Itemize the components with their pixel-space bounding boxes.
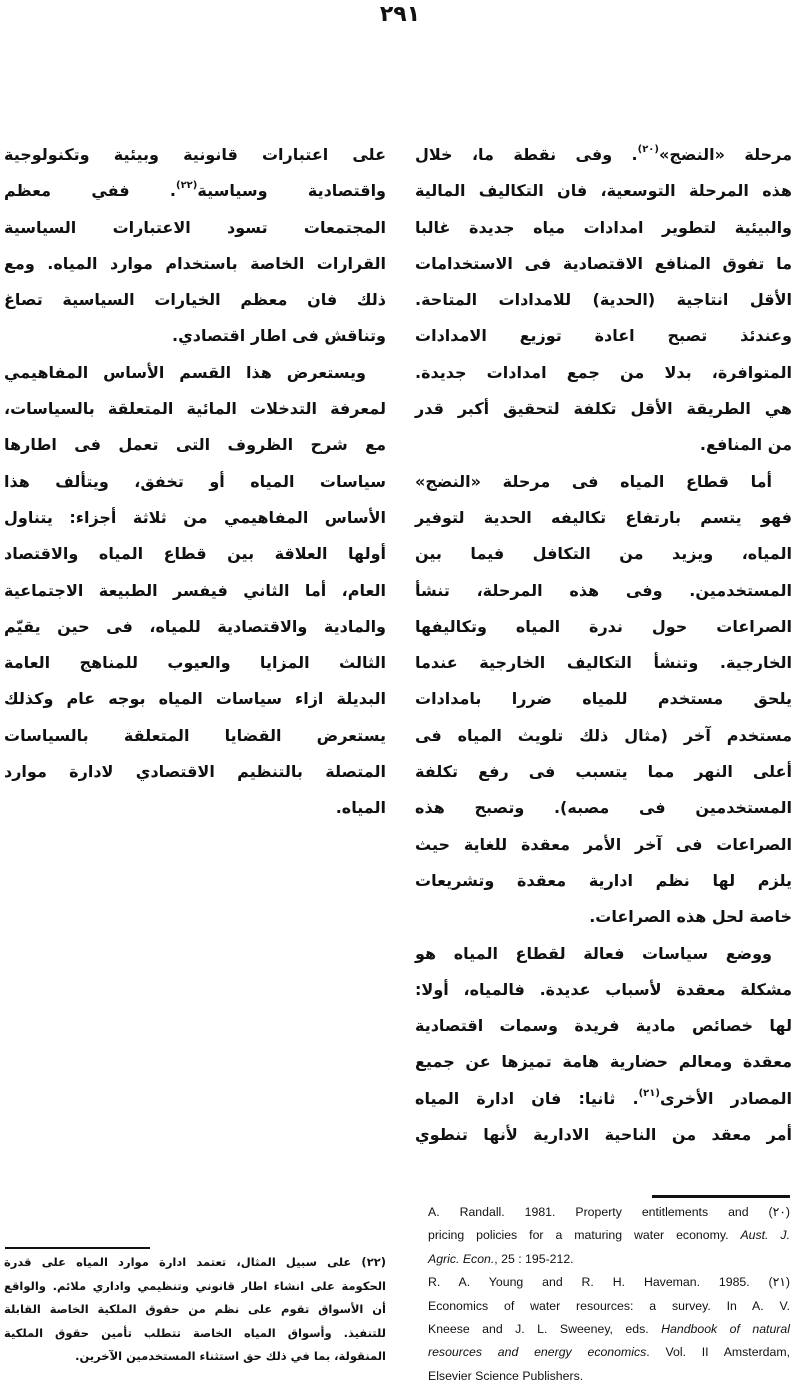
footnote-line [428,1271,790,1294]
text-line [4,282,386,318]
text-segment: البديلة ازاء سياسات المياه بوجه عام وكذلك [4,689,386,709]
text-line [4,681,386,717]
footnote-line [4,1251,386,1275]
text-segment: Economics of water resources: a survey. In A. V. [428,1298,790,1313]
text-segment: والمادية والاقتصادية للمياه، فى حين يقيّم [4,616,386,636]
text-line [415,391,792,427]
text-line [415,645,792,681]
page-number: ٢٩١ [379,2,421,27]
text-line [415,464,792,500]
footnote-divider-right [652,1195,790,1198]
text-segment: لمعرفة التدخلات المائية المتعلقة بالسياسات، [4,399,386,419]
text-line [4,609,386,645]
footnote-line [428,1248,790,1271]
text-segment: هذه المرحلة التوسعية، فان التكاليف المالية [415,181,792,201]
text-segment: Handbook of natural [661,1322,790,1337]
text-segment: . ثانيا: فان ادارة المياه [415,1088,639,1108]
text-segment: فهو يتسم بارتفاع تكاليفه الحدية لتوفير [415,507,792,527]
footnote-reference: (٢٠) [637,144,659,155]
text-line [415,355,792,391]
left-column-body-text [4,137,386,827]
text-segment: مشكلة معقدة لأسباب عديدة. فالمياه، أولا: [415,979,792,999]
text-line [4,500,386,536]
text-line [415,827,792,863]
text-line [4,754,386,790]
text-segment: مرحلة «النضج» [659,145,793,164]
text-segment: من المنافع. [699,435,792,455]
text-segment: الحكومة على انشاء اطار قانوني وتنظيمي واداري ملائم. والواقع [4,1278,386,1293]
footnote-line [4,1298,386,1322]
text-segment: Kneese and J. L. Sweeney, eds. [428,1322,662,1337]
text-segment: , 25 : 195-212. [494,1251,574,1266]
text-line [415,790,792,826]
footnote-line [4,1345,386,1369]
text-line [415,681,792,717]
text-segment: المصادر الأخرى [659,1088,793,1108]
text-segment: أن الأسواق تقوم على نظم من حقوق الملكية الخاصة القابلة [4,1302,386,1316]
text-line [415,318,792,354]
text-line [415,936,792,972]
text-line [415,427,792,463]
text-line [4,173,386,209]
text-segment: ما تفوق المنافع الاقتصادية فى الاستخدامات [415,253,792,273]
text-line [415,573,792,609]
text-segment: هي الطريقة الأقل تكلفة لتحقيق أكبر قدر [415,399,792,419]
text-line [4,573,386,609]
footnote-reference: (٢١) [638,1087,660,1099]
text-segment: المياه، ويزيد من التكافل فيما بين [415,544,792,564]
text-line [415,536,792,572]
text-line [415,863,792,899]
text-segment: . Vol. II Amsterdam, [646,1345,790,1360]
text-segment: R. A. Young and R. H. Haveman. 1985. (٢١) [428,1275,790,1290]
text-line [415,754,792,790]
text-line [415,1044,792,1080]
text-line [4,137,386,173]
footnote-line [4,1322,386,1346]
text-line [4,355,386,391]
footnote-line [428,1318,790,1341]
text-segment: أعلى النهر مما يتسبب فى رفع تكلفة [415,762,792,782]
footnote-line [428,1341,790,1364]
text-segment: وتناقش فى اطار اقتصادي. [172,326,386,346]
text-segment: واقتصادية وسياسية [197,181,387,201]
text-segment: المنقولة، بما في ذلك حق استثناء المستخدمين الآخرين. [75,1349,386,1363]
text-line [415,173,792,209]
text-segment: ذلك فان معظم الخيارات السياسية تصاغ [4,290,386,310]
text-segment: أولها العلاقة بين قطاع المياه والاقتصاد [4,544,386,564]
text-line [415,718,792,754]
text-segment: القرارات الخاصة باستخدام موارد المياه. ومع [4,253,386,273]
text-line [415,210,792,246]
text-segment: الصراعات فى آخر الأمر معقدة للغاية حيث [415,834,792,854]
text-line [4,718,386,754]
text-segment: A. Randall. 1981. Property entitlements and (٢٠) [428,1205,790,1219]
text-segment: والبيئية لتطوير امدادات مياه جديدة غالبا [415,217,792,237]
text-segment: Aust. J. [740,1228,790,1243]
footnote-line [4,1275,386,1299]
text-segment: مع شرح الظروف التى تعمل فى اطارها [4,435,386,455]
text-segment: المجتمعات تسود الاعتبارات السياسية [4,217,386,237]
text-segment: ويستعرض هذا القسم الأساس المفاهيمي [4,362,366,382]
footnote-line [428,1365,790,1388]
text-segment: أمر معقد من الناحية الادارية لأنها تنطوي [415,1125,792,1145]
text-segment: Elsevier Science Publishers. [428,1368,584,1383]
text-segment: معقدة ومعالم حضارية هامة تميزها عن جميع [415,1052,792,1072]
text-line [415,972,792,1008]
text-segment: خاصة لحل هذه الصراعات. [589,907,792,927]
text-line [4,536,386,572]
text-segment: الخارجية. وتنشأ التكاليف الخارجية عندما [415,653,792,673]
text-segment: أما قطاع المياه فى مرحلة «النضج» [415,471,772,491]
text-line [4,790,386,826]
text-segment: المتصلة بالتنظيم الاقتصادي لادارة موارد [4,762,386,782]
text-segment: الأقل انتاجية (الحدية) للامدادات المتاحة. [415,290,792,310]
text-line [415,137,792,173]
text-segment: (٢٢) على سبيل المثال، تعتمد ادارة موارد المياه على قدرة [4,1255,386,1269]
footnote-22 [4,1251,386,1369]
text-segment: يستعرض القضايا المتعلقة بالسياسات [4,725,386,745]
text-line [415,500,792,536]
text-line [4,210,386,246]
text-segment: الصراعات حول ندرة المياه وتكاليفها [415,616,792,636]
text-segment: على اعتبارات قانونية وبيئية وتكنولوجية [4,145,386,164]
text-segment: مستخدم آخر (مثال ذلك تلويث المياه فى [415,725,792,745]
text-line [415,899,792,935]
text-line [4,246,386,282]
footnote-reference: (٢٢) [175,180,198,192]
text-line [415,1008,792,1044]
text-line [4,391,386,427]
text-line [415,282,792,318]
text-segment: للتنفيذ. وأسواق المياه الخاصة تتطلب تأمين حقوق الملكية [4,1325,386,1340]
text-line [415,1081,792,1117]
text-segment: وعندئذ تصبح اعادة توزيع الامدادات [415,326,792,346]
text-segment: لها خصائص مادية فريدة وسمات اقتصادية [415,1016,792,1036]
text-line [4,464,386,500]
text-segment: ووضع سياسات فعالة لقطاع المياه هو [415,943,772,963]
footnote-line [428,1224,790,1247]
text-segment: يلحق مستخدم للمياه ضررا بامدادات [415,689,792,709]
text-line [415,246,792,282]
text-segment: المتوافرة، بدلا من جمع امدادات جديدة. [415,362,792,382]
footnote-divider-left [5,1247,150,1249]
footnote-line [428,1295,790,1318]
text-segment: pricing policies for a maturing water economy. [428,1228,741,1243]
text-segment: . ففي معظم [4,181,176,201]
text-line [415,609,792,645]
text-line [4,427,386,463]
footnote-line [428,1201,790,1224]
text-segment: الأساس المفاهيمي من ثلاثة أجزاء: يتناول [4,507,386,527]
text-line [4,318,386,354]
footnotes-references [428,1201,790,1388]
text-line [415,1117,792,1153]
text-segment: . وفى نقطة ما، خلال [415,145,638,164]
text-line [4,645,386,681]
right-column-body-text [415,137,792,1153]
text-segment: resources and energy economics [428,1345,647,1360]
text-segment: المياه. [335,798,386,818]
text-segment: المستخدمين فى مصبه). وتصبح هذه [415,798,792,818]
text-segment: العام، أما الثاني فيفسر الطبيعة الاجتماعية [4,580,386,600]
text-segment: الثالث المزايا والعيوب للمناهج العامة [4,653,386,673]
text-segment: سياسات المياه أو تخفق، ويتألف هذا [4,471,386,491]
text-segment: Agric. Econ. [428,1251,495,1266]
text-segment: المستخدمين. وفى هذه المرحلة، تنشأ [415,580,792,600]
text-segment: يلزم لها نظم ادارية معقدة وتشريعات [415,870,792,890]
